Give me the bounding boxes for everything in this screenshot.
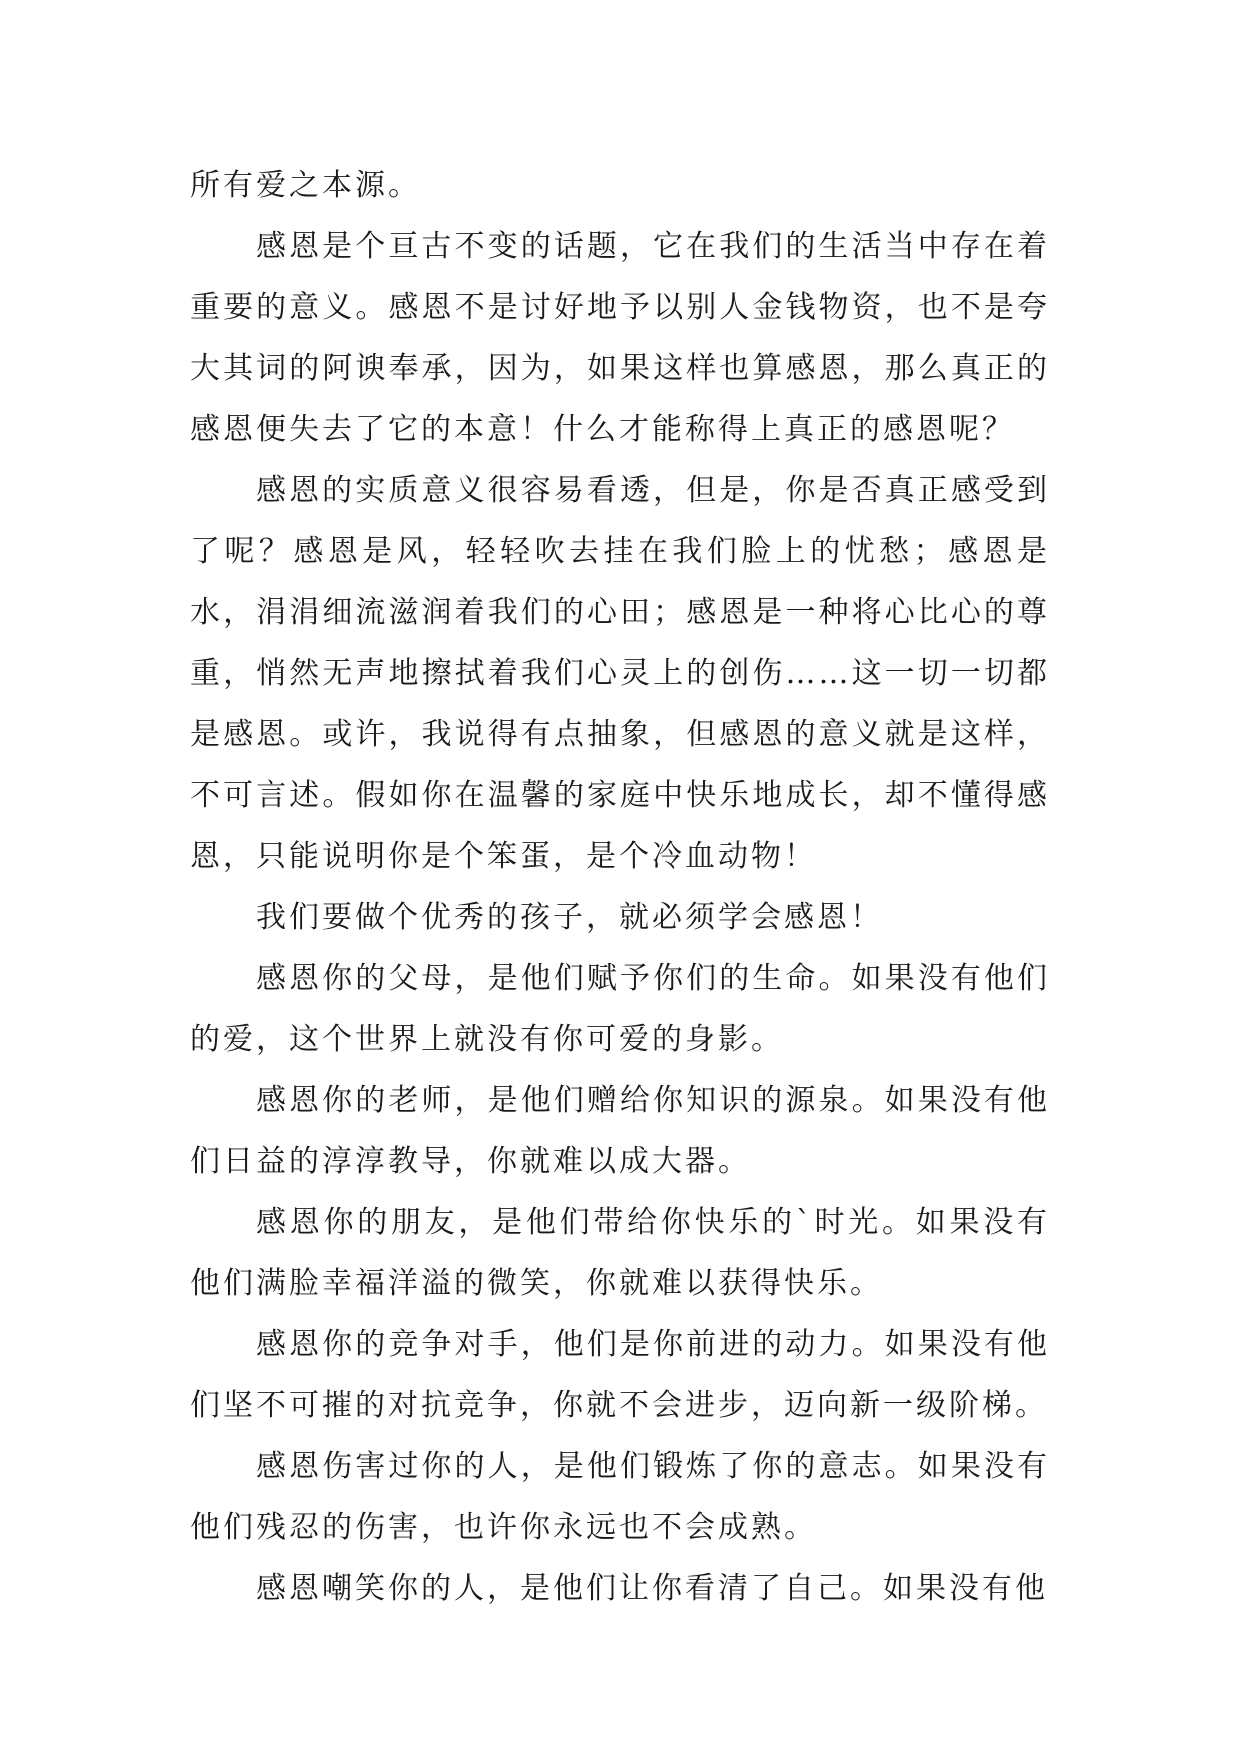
paragraph-3: 感恩的实质意义很容易看透，但是，你是否真正感受到了呢？感恩是风，轻轻吹去挂在我们脸上的忧愁；感恩是水，涓涓细流滋润着我们的心田；感恩是一种将心比心的尊重，悄然无声地擦拭着我们心灵上的创伤……这一切一切都是感恩。或许，我说得有点抽象，但感恩的意义就是这样，不可言述。假如你在温馨的家庭中快乐地成长，却不懂得感恩，只能说明你是个笨蛋，是个冷血动物！ <box>190 473 1050 874</box>
document-body <box>190 155 1050 1619</box>
paragraph-5: 感恩你的父母，是他们赋予你们的生命。如果没有他们的爱，这个世界上就没有你可爱的身影。 <box>190 961 1050 1057</box>
paragraph-9: 感恩伤害过你的人，是他们锻炼了你的意志。如果没有他们残忍的伤害，也许你永远也不会成熟。 <box>190 1449 1050 1545</box>
paragraph-8: 感恩你的竞争对手，他们是你前进的动力。如果没有他们坚不可摧的对抗竞争，你就不会进步，迈向新一级阶梯。 <box>190 1327 1050 1423</box>
paragraph-1: 所有爱之本源。 <box>190 168 421 203</box>
paragraph-2: 感恩是个亘古不变的话题，它在我们的生活当中存在着重要的意义。感恩不是讨好地予以别人金钱物资，也不是夸大其词的阿谀奉承，因为，如果这样也算感恩，那么真正的感恩便失去了它的本意！什么才能称得上真正的感恩呢？ <box>190 229 1050 447</box>
paragraph-10: 感恩嘲笑你的人，是他们让你看清了自己。如果没有他 <box>256 1571 1048 1606</box>
paragraph-7: 感恩你的朋友，是他们带给你快乐的`时光。如果没有他们满脸幸福洋溢的微笑，你就难以获得快乐。 <box>190 1205 1050 1301</box>
paragraph-6: 感恩你的老师，是他们赠给你知识的源泉。如果没有他们日益的淳淳教导，你就难以成大器。 <box>190 1083 1050 1179</box>
paragraph-4: 我们要做个优秀的孩子，就必须学会感恩！ <box>256 900 883 935</box>
